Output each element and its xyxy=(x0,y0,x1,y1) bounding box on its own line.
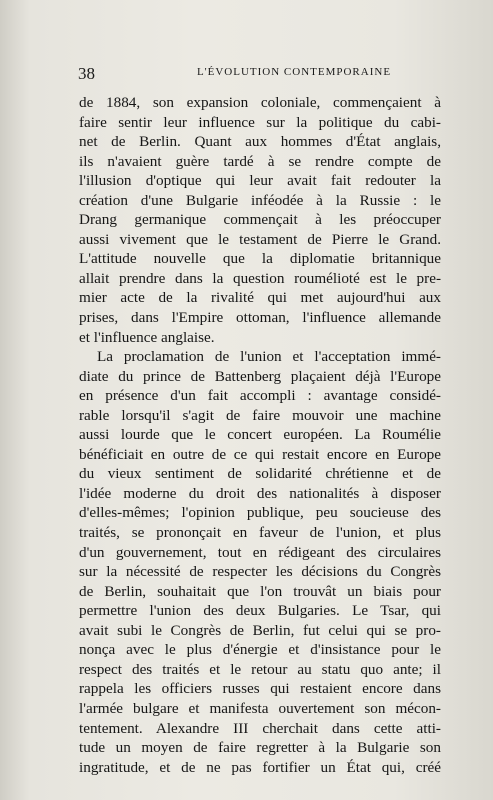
text-line: nonça avec le plus d'énergie et d'insistance pour le xyxy=(79,641,441,659)
text-line: respect des traités et le retour au statu quo ante; il xyxy=(79,660,441,678)
text-line: aussi vivement que le testament de Pierre le Grand. xyxy=(79,230,441,248)
page-number: 38 xyxy=(78,64,95,83)
text-line: l'idée moderne du droit des nationalités à disposer xyxy=(79,484,441,502)
text-line: d'un gouvernement, tout en rédigeant des circulaires xyxy=(79,543,441,561)
text-line: traités, se prononçait en faveur de l'union, et plus xyxy=(79,524,441,542)
text-line: L'attitude nouvelle que la diplomatie britannique xyxy=(79,250,441,268)
text-line: l'illusion d'optique qui leur avait fait redouter la xyxy=(79,172,441,190)
text-line: ingratitude, et de ne pas fortifier un État qui, créé xyxy=(79,758,441,776)
text-line: rable lorsqu'il s'agit de faire mouvoir une machine xyxy=(79,406,441,424)
text-line: d'elles-mêmes; l'opinion publique, peu soucieuse des xyxy=(79,504,441,522)
text-line: mier acte de la rivalité qui met aujourd'hui aux xyxy=(79,289,441,307)
text-line: Drang germanique commençait à les préoccuper xyxy=(79,211,441,229)
text-line: du vieux sentiment de solidarité chrétienne et de xyxy=(79,465,441,483)
page-header xyxy=(78,64,440,82)
text-line: permettre l'union des deux Bulgaries. Le Tsar, qui xyxy=(79,602,441,620)
paragraph-2 xyxy=(79,347,441,777)
text-line: en présence d'un fait accompli : avantage considé- xyxy=(79,387,441,405)
running-title: L'ÉVOLUTION CONTEMPORAINE xyxy=(196,66,392,78)
text-line: prises, dans l'Empire ottoman, l'influence allemande xyxy=(79,309,441,327)
text-line: tude un moyen de faire regretter à la Bulgarie son xyxy=(79,739,441,757)
text-line: l'armée bulgare et manifesta ouvertement son mécon- xyxy=(79,699,441,717)
text-line: La proclamation de l'union et l'acceptation immé- xyxy=(97,348,441,366)
text-line: ils n'avaient guère tardé à se rendre compte de xyxy=(79,152,441,170)
text-line: tentement. Alexandre III cherchait dans cette atti- xyxy=(79,719,441,737)
text-line: allait prendre dans la question roumélioté est le pre- xyxy=(79,269,441,287)
text-line: bénéficiait en outre de ce qui restait encore en Europe xyxy=(79,445,441,463)
text-line: faire sentir leur influence sur la politique du cabi- xyxy=(79,113,441,131)
text-line: de 1884, son expansion coloniale, commençaient à xyxy=(79,94,441,111)
text-line: avait subi le Congrès de Berlin, fut celui qui se pro- xyxy=(79,621,441,639)
text-line: de Berlin, souhaitait que l'on trouvât un biais pour xyxy=(79,582,441,600)
body-text xyxy=(79,93,441,777)
text-line: sur la nécessité de respecter les décisions du Congrès xyxy=(79,563,441,581)
text-line: création d'une Bulgarie inféodée à la Russie : le xyxy=(79,191,441,209)
text-line: et l'influence anglaise. xyxy=(79,328,215,346)
text-line: aussi lourde que le concert européen. La Roumélie xyxy=(79,426,441,444)
paragraph-1 xyxy=(79,93,441,347)
text-line: net de Berlin. Quant aux hommes d'État anglais, xyxy=(79,133,441,151)
text-line: rappela les officiers russes qui restaient encore dans xyxy=(79,680,441,698)
text-line: diate du prince de Battenberg plaçaient déjà l'Europe xyxy=(79,367,441,385)
